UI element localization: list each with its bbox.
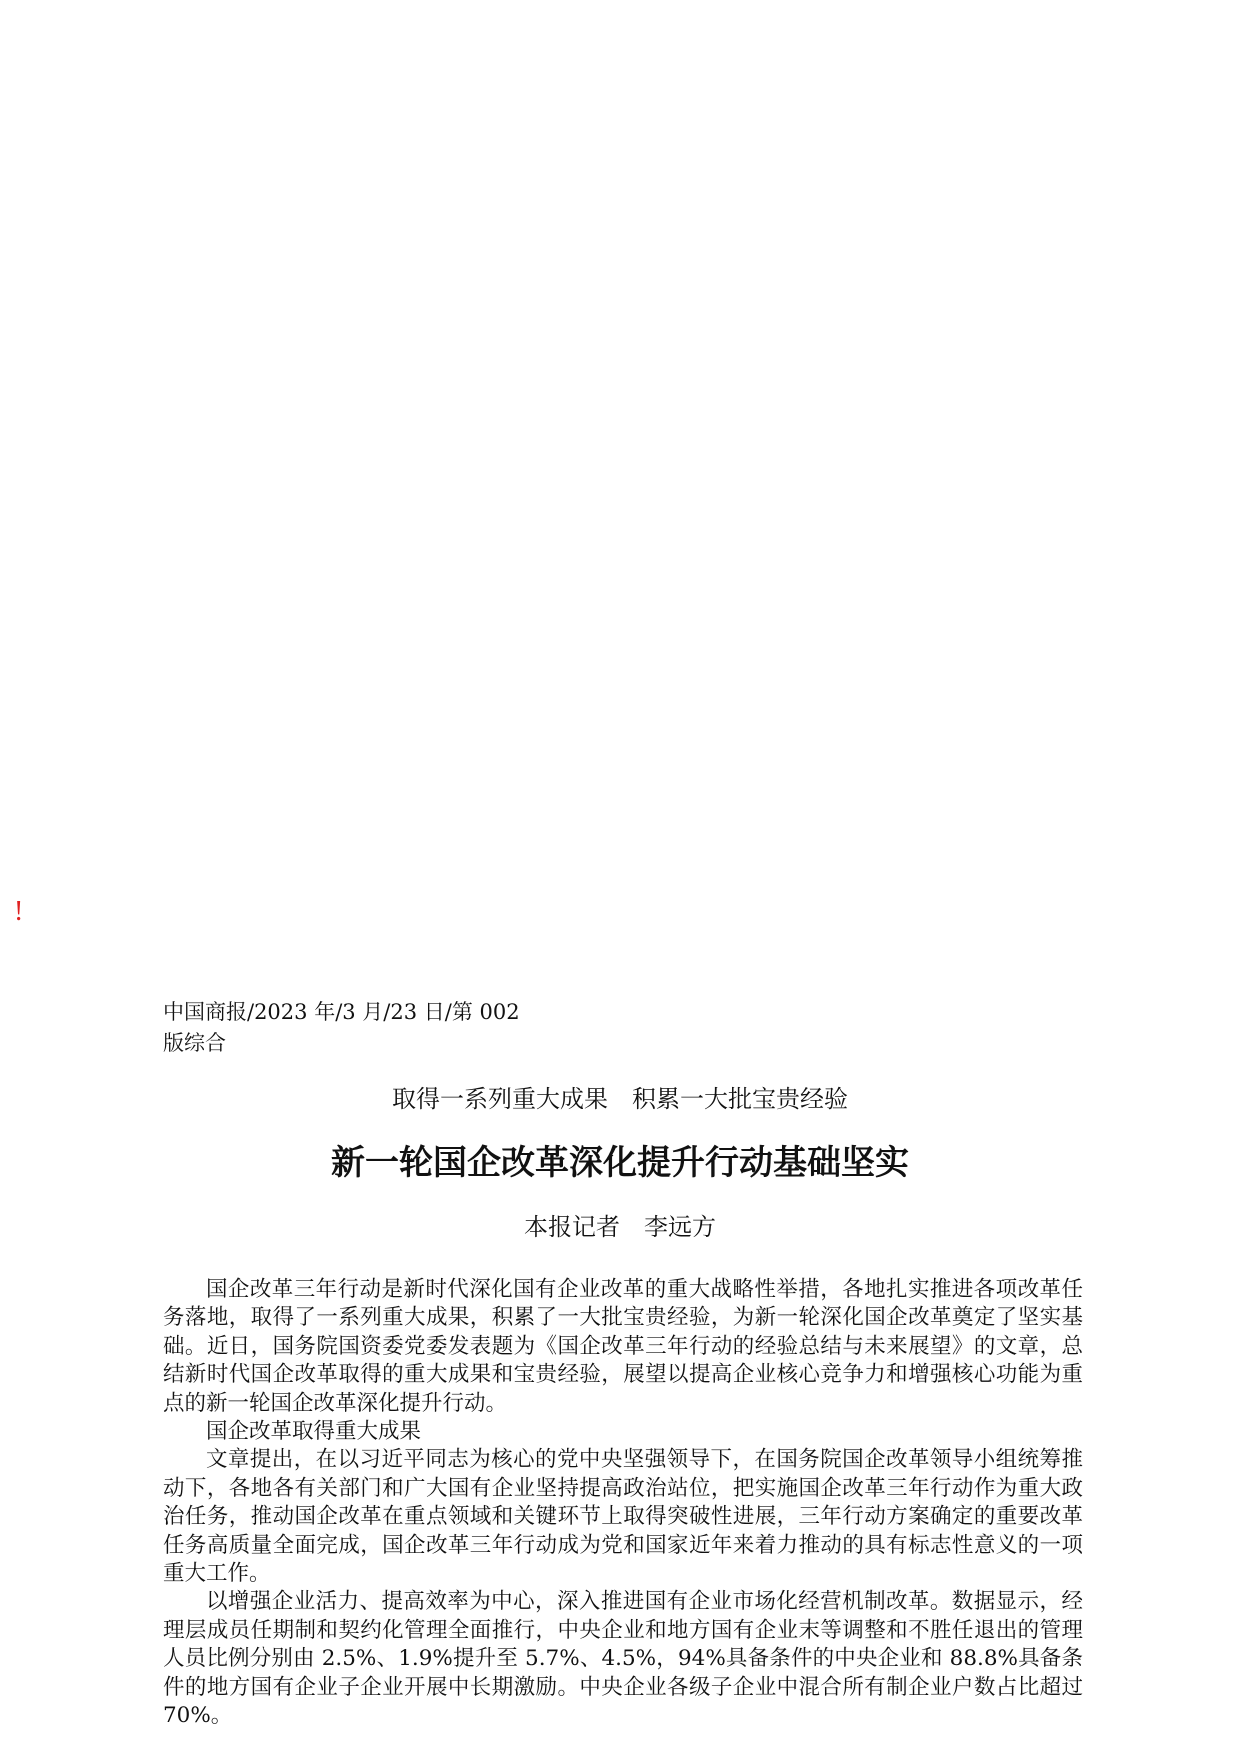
source-line: 中国商报/2023 年/3 月/23 日/第 002 版综合 [163,1000,520,1055]
paragraph: 以增强企业活力、提高效率为中心，深入推进国有企业市场化经营机制改革。数据显示，经理层成员任期制和契约化管理全面推行，中央企业和地方国有企业末等调整和不胜任退出的管理人员比例分别由 2.5%、1.9%提升至 5.7%、4.5%，94%具备条件的中央企业和 88.8%具备条件的地方国有企业子企业开展中长期激励。中央企业各级子企业中混合所有制企业户数占比超过 70%。 [163,1589,1083,1729]
article-subtitle: 取得一系列重大成果 积累一大批宝贵经验 [392,1085,848,1113]
article-title: 新一轮国企改革深化提升行动基础坚实 [331,1143,909,1183]
warning-mark: ! [14,896,24,927]
paragraph-intro: 国企改革三年行动是新时代深化国有企业改革的重大战略性举措，各地扎实推进各项改革任务落地，取得了一系列重大成果，积累了一大批宝贵经验，为新一轮深化国企改革奠定了坚实基础。近日，国务院国资委党委发表题为《国企改革三年行动的经验总结与未来展望》的文章，总结新时代国企改革取得的重大成果和宝贵经验，展望以提高企业核心竞争力和增强核心功能为重点的新一轮国企改革深化提升行动。 [163,1277,1083,1416]
paragraph: 文章提出，在以习近平同志为核心的党中央坚强领导下，在国务院国企改革领导小组统筹推动下，各地各有关部门和广大国有企业坚持提高政治站位，把实施国企改革三年行动作为重大政治任务，推动国企改革在重点领域和关键环节上取得突破性进展，三年行动方案确定的重要改革任务高质量全面完成，国企改革三年行动成为党和国家近年来着力推动的具有标志性意义的一项重大工作。 [163,1447,1083,1587]
article-byline: 本报记者 李远方 [524,1213,716,1241]
section-heading: 国企改革取得重大成果 [206,1419,422,1445]
article-body [163,1276,1083,1731]
